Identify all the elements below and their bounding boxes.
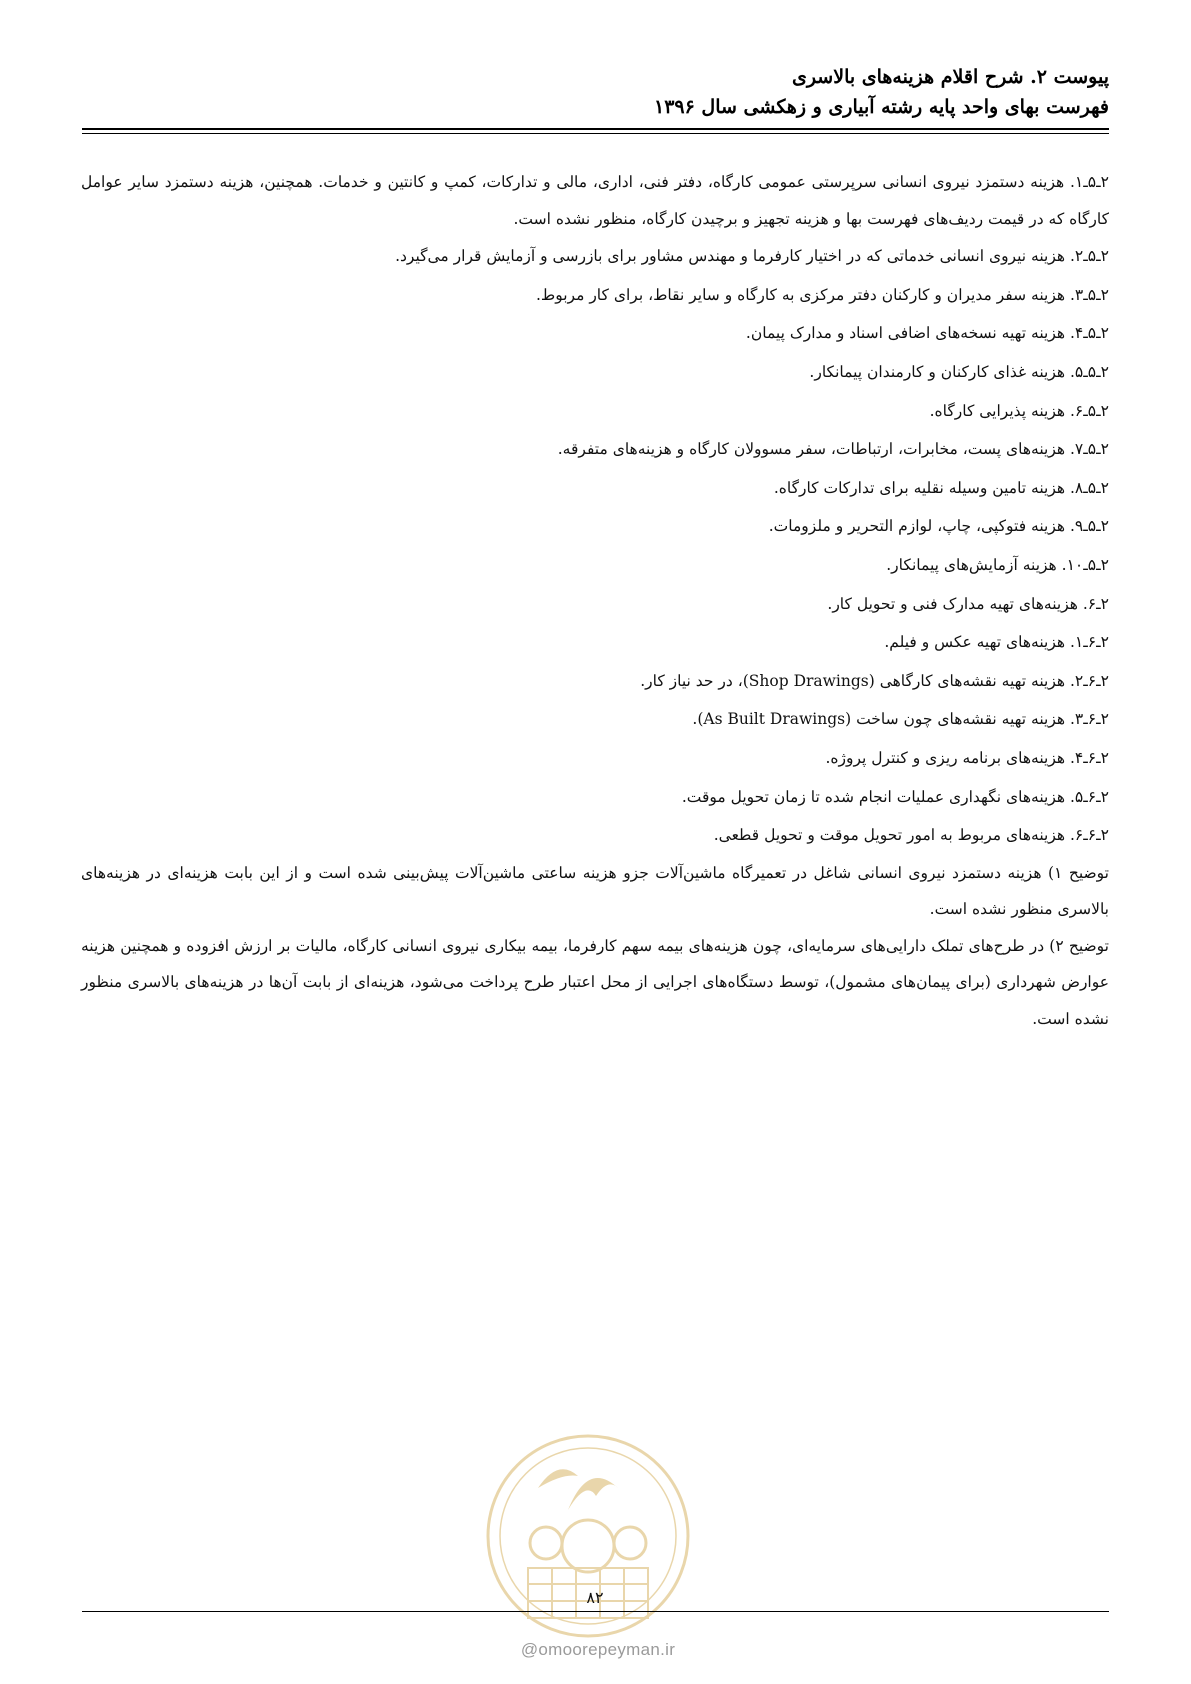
paragraph-2-5-1 xyxy=(81,164,1109,237)
list-item: ۲ـ۵ـ۶. هزینه پذیرایی کارگاه. xyxy=(929,401,1109,420)
list-item: ۲ـ۵ـ۸. هزینه تامین وسیله نقلیه برای تدارکات کارگاه. xyxy=(773,478,1109,497)
list-item: ۲ـ۵ـ۲. هزینه نیروی انسانی خدماتی که در اختیار کارفرما و مهندس مشاور برای بازرسی و آزمایش قرار می‌گیرد. xyxy=(395,247,1109,266)
list-item: ۲ـ۵ـ۵. هزینه غذای کارکنان و کارمندان پیمانکار. xyxy=(809,362,1109,381)
header-rule-thick xyxy=(82,128,1109,130)
paragraph-2-5-1-line2: دستمزد سایر عوامل کارگاه که در قیمت ردیف‌های فهرست بها و هزینه تجهیز و برچیدن کارگاه، منظور نشده است. xyxy=(81,173,1109,228)
list-item: ۲ـ۵ـ۴. هزینه تهیه نسخه‌های اضافی اسناد و مدارک پیمان. xyxy=(745,324,1109,343)
list-item: ۲ـ۶ـ۴. هزینه‌های برنامه ریزی و کنترل پروژه. xyxy=(825,748,1109,767)
item-2-6-3-english: As Built Drawings xyxy=(703,710,846,729)
document-body xyxy=(81,164,1109,1038)
list-item-2-6-3 xyxy=(81,700,1109,739)
header-subtitle: فهرست بهای واحد پایه رشته آبیاری و زهکشی سال ۱۳۹۶ xyxy=(653,96,1109,118)
list-item: ۲ـ۶ـ۵. هزینه‌های نگهداری عملیات انجام شده تا زمان تحویل موقت. xyxy=(681,787,1109,806)
header-rule-thin xyxy=(82,133,1109,134)
item-2-6-2-before: ۲ـ۶ـ۲. هزینه تهیه نقشه‌های کارگاهی ( xyxy=(868,671,1109,690)
page-number: ۸۲ xyxy=(586,1588,604,1607)
watermark-seal-icon xyxy=(468,1418,708,1654)
list-item: ۲ـ۵ـ۳. هزینه سفر مدیران و کارکنان دفتر مرکزی به کارگاه و سایر نقاط، برای کار مربوط. xyxy=(535,285,1109,304)
item-2-6-3-after: ). xyxy=(692,710,704,729)
item-2-6-2-english: Shop Drawings xyxy=(748,671,869,690)
header-title: پیوست ۲. شرح اقلام هزینه‌های بالاسری xyxy=(791,66,1109,88)
note-2: توضیح ۲) در طرح‌های تملک دارایی‌های سرمایه‌ای، چون هزینه‌های بیمه سهم کارفرما، بیمه بیکاری نیروی انسانی کارگاه، مالیات بر ارزش افزوده و همچنین هزینه عوارض شهرداری (برای پیمان‌های مشمول)، توسط دستگاه‌های اجرایی از محل اعتبار طرح پرداخت می‌شود، هزینه‌ای از بابت آن‌ها در هزینه‌های بالاسری منظور نشده است. xyxy=(81,936,1109,1029)
list-item: ۲ـ۵ـ۹. هزینه فتوکپی، چاپ، لوازم التحریر و ملزومات. xyxy=(768,517,1109,536)
list-item-2-6-2 xyxy=(81,662,1109,701)
item-2-6-3-before: ۲ـ۶ـ۳. هزینه تهیه نقشه‌های چون ساخت ( xyxy=(845,710,1109,729)
page-header xyxy=(79,62,1109,122)
item-2-6-2-after: )، در حد نیاز کار. xyxy=(640,671,749,690)
site-at-icon: @ xyxy=(520,1640,539,1659)
list-item: ۲ـ۶ـ۶. هزینه‌های مربوط به امور تحویل موقت و تحویل قطعی. xyxy=(713,826,1109,845)
list-item: ۲ـ۶ـ۱. هزینه‌های تهیه عکس و فیلم. xyxy=(884,633,1109,652)
paragraph-2-5-1-line1: ۲ـ۵ـ۱. هزینه دستمزد نیروی انسانی سرپرستی عمومی کارگاه، دفتر فنی، اداری، مالی و تدارکات، کمپ و کانتین و خدمات. همچنین، هزینه xyxy=(219,173,1109,191)
note-1: توضیح ۱) هزینه دستمزد نیروی انسانی شاغل در تعمیرگاه ماشین‌آلات جزو هزینه ساعتی ماشین‌آلات پیش‌بینی شده است و از این بابت هزینه‌ای در هزینه‌های بالاسری منظور نشده است. xyxy=(81,863,1109,919)
list-item: ۲ـ۶. هزینه‌های تهیه مدارک فنی و تحویل کار. xyxy=(827,594,1109,613)
site-text: omoorepeyman.ir xyxy=(538,1640,676,1659)
watermark-site-label xyxy=(488,1640,708,1660)
list-item: ۲ـ۵ـ۱۰. هزینه آزمایش‌های پیمانکار. xyxy=(886,555,1109,574)
footer-rule xyxy=(82,1611,1109,1612)
list-item: ۲ـ۵ـ۷. هزینه‌های پست، مخابرات، ارتباطات، سفر مسوولان کارگاه و هزینه‌های متفرقه. xyxy=(557,440,1109,459)
